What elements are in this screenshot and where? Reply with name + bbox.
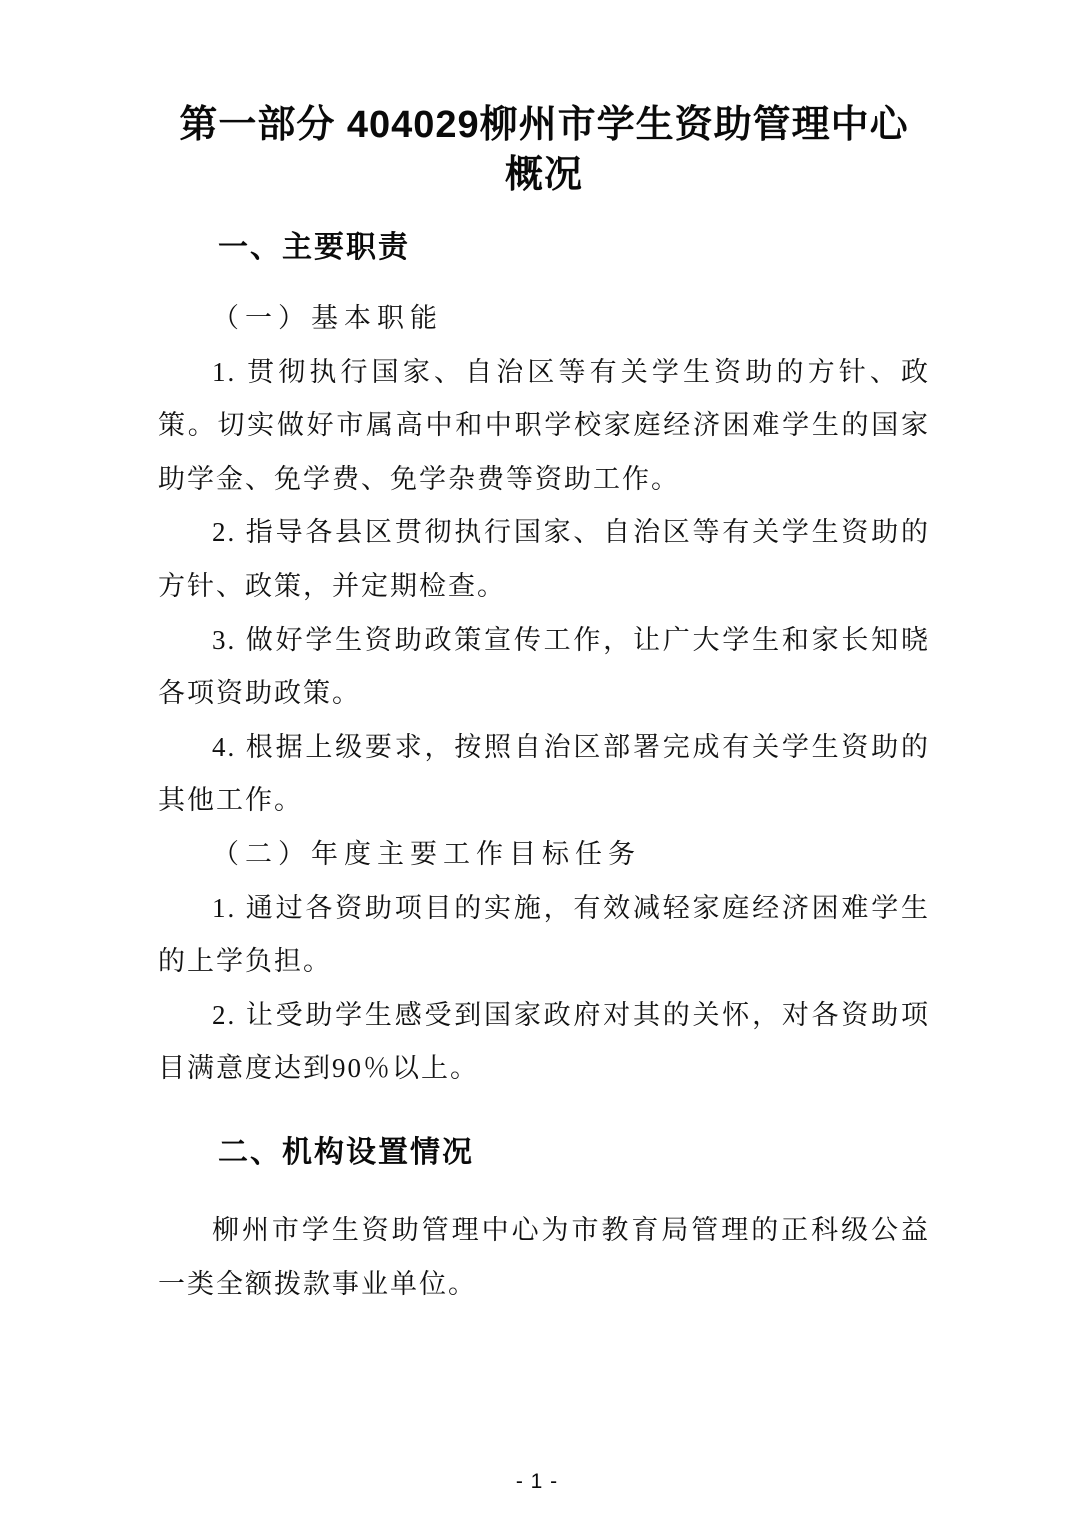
section-heading-main-duties: 一、主要职责 xyxy=(218,231,410,264)
page-number: - 1 - xyxy=(515,1470,559,1493)
document-content xyxy=(158,0,930,1311)
section-body-organization xyxy=(158,1204,930,1311)
paragraph-goal-2: 2. 让受助学生感受到国家政府对其的关怀，对各资助项目满意度达到90％以上。 xyxy=(158,999,930,1084)
paragraph-goal-1: 1. 通过各资助项目的实施，有效减轻家庭经济困难学生的上学负担。 xyxy=(158,892,930,977)
paragraph-duty-1: 1. 贯彻执行国家、自治区等有关学生资助的方针、政策。切实做好市属高中和中职学校家庭经济困难学生的国家助学金、免学费、免学杂费等资助工作。 xyxy=(158,356,930,494)
paragraph-duty-3: 3. 做好学生资助政策宣传工作，让广大学生和家长知晓各项资助政策。 xyxy=(158,624,930,709)
paragraph-organization: 柳州市学生资助管理中心为市教育局管理的正科级公益一类全额拨款事业单位。 xyxy=(158,1214,930,1299)
document-title-line-1: 第一部分 404029柳州市学生资助管理中心 xyxy=(179,104,909,146)
document-title-line-2: 概况 xyxy=(504,154,583,196)
section-body-main-duties xyxy=(158,292,930,1096)
paragraph-duty-4: 4. 根据上级要求，按照自治区部署完成有关学生资助的其他工作。 xyxy=(158,731,930,816)
subheading-basic-functions: （一）基本职能 xyxy=(212,303,443,333)
subheading-annual-goals: （二）年度主要工作目标任务 xyxy=(212,838,641,869)
document-title xyxy=(158,100,930,200)
section-heading-organization: 二、机构设置情况 xyxy=(218,1135,474,1169)
paragraph-duty-2: 2. 指导各县区贯彻执行国家、自治区等有关学生资助的方针、政策，并定期检查。 xyxy=(158,517,930,601)
